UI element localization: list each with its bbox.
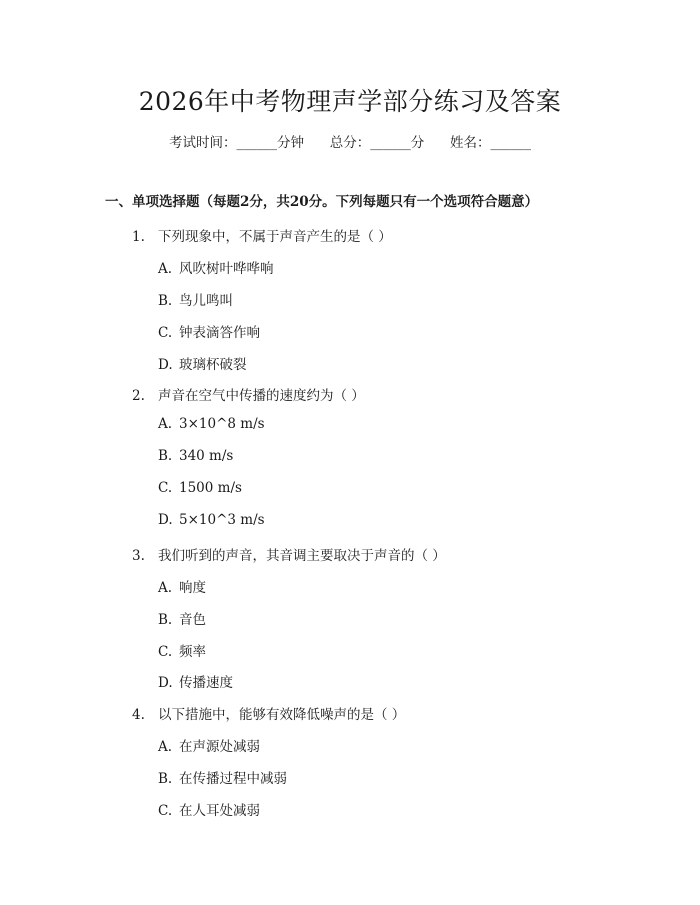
option-letter: D. [158, 675, 173, 691]
option-letter: C. [158, 480, 173, 496]
question-2-option-b [158, 448, 233, 464]
option-text: 钟表滴答作响 [179, 325, 260, 341]
option-text: 音色 [179, 612, 206, 628]
question-4-option-b [158, 767, 287, 787]
question-2 [132, 384, 365, 404]
question-2-option-d [158, 512, 265, 528]
question-2-option-a [158, 416, 265, 432]
question-2-option-c [158, 480, 242, 496]
question-4 [132, 703, 405, 723]
option-text: 在声源处减弱 [179, 739, 260, 755]
option-text: 在人耳处减弱 [179, 803, 260, 819]
question-text: 我们听到的声音，其音调主要取决于声音的（ ） [158, 548, 446, 564]
question-4-option-a [158, 735, 260, 755]
option-text: 传播速度 [179, 675, 233, 691]
question-3-option-d [158, 671, 233, 691]
option-text: 风吹树叶哗哗响 [179, 261, 274, 277]
option-letter: C. [158, 325, 173, 341]
option-letter: A. [158, 261, 173, 277]
question-text: 下列现象中，不属于声音产生的是（ ） [158, 229, 392, 245]
option-text: 340 m/s [179, 448, 234, 464]
question-3-option-a [158, 576, 206, 596]
option-letter: D. [158, 357, 173, 373]
question-number: 2. [132, 388, 145, 404]
section-heading: 一、单项选择题（每题2分，共20分。下列每题只有一个选项符合题意） [105, 194, 539, 210]
option-letter: A. [158, 580, 173, 596]
option-letter: C. [158, 803, 173, 819]
question-number: 4. [132, 707, 145, 723]
option-text: 在传播过程中减弱 [179, 771, 287, 787]
page-title: 2026年中考物理声学部分练习及答案 [138, 87, 562, 116]
option-letter: B. [158, 612, 173, 628]
option-text: 响度 [179, 580, 206, 596]
option-letter: A. [158, 739, 173, 755]
option-letter: D. [158, 512, 173, 528]
option-letter: B. [158, 293, 173, 309]
question-3-option-b [158, 608, 206, 628]
option-text: 频率 [179, 644, 206, 660]
option-text: 3×10^8 m/s [179, 416, 265, 432]
option-text: 玻璃杯破裂 [179, 357, 247, 373]
option-letter: C. [158, 644, 173, 660]
question-1 [132, 225, 392, 245]
question-number: 1. [132, 229, 145, 245]
question-1-option-b [158, 289, 233, 309]
question-3-option-c [158, 640, 206, 660]
question-text: 声音在空气中传播的速度约为（ ） [158, 388, 365, 404]
option-text: 5×10^3 m/s [179, 512, 265, 528]
question-3 [132, 544, 446, 564]
option-text: 鸟儿鸣叫 [179, 293, 233, 309]
question-text: 以下措施中，能够有效降低噪声的是（ ） [158, 707, 406, 723]
exam-info-line: 考试时间：______分钟 总分：______分 姓名：______ [169, 135, 531, 151]
question-1-option-a [158, 257, 274, 277]
option-letter: A. [158, 416, 173, 432]
option-letter: B. [158, 771, 173, 787]
option-letter: B. [158, 448, 173, 464]
question-1-option-c [158, 321, 260, 341]
question-number: 3. [132, 548, 145, 564]
question-1-option-d [158, 353, 247, 373]
option-text: 1500 m/s [179, 480, 242, 496]
question-4-option-c [158, 799, 260, 819]
